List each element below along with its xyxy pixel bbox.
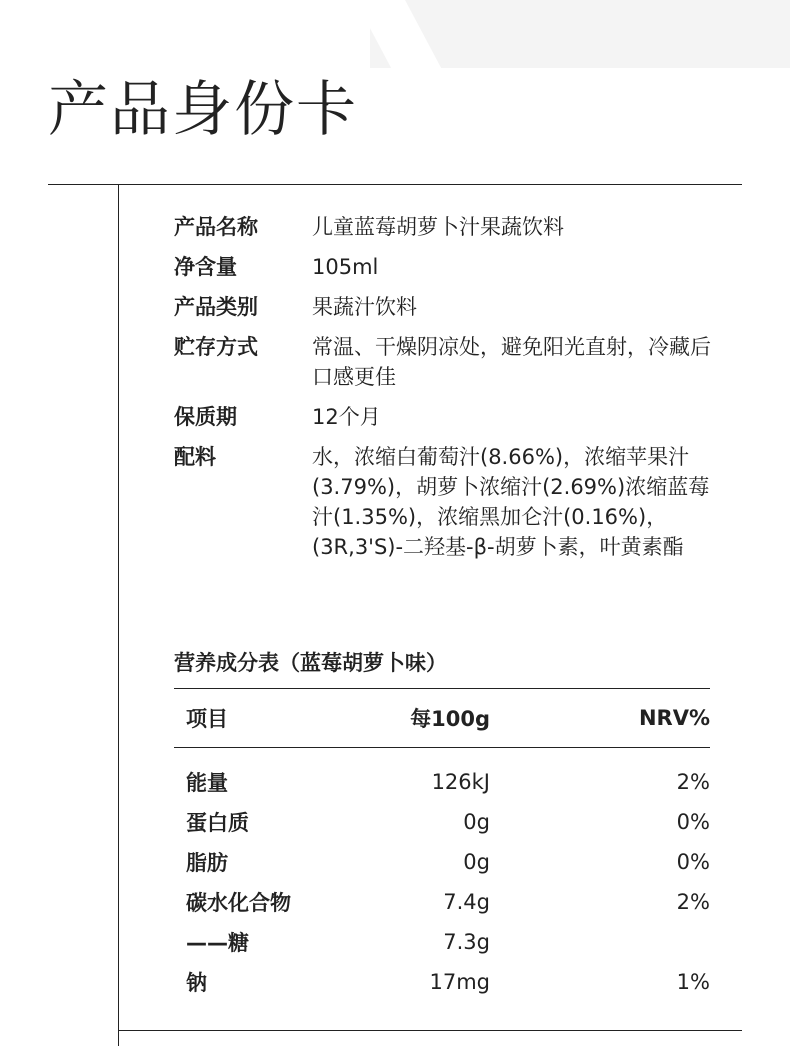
header-per100: 每100g [410,707,490,731]
nutrition-title: 营养成分表（蓝莓胡萝卜味） [174,651,447,675]
nutrient-per100: 7.4g [443,890,490,914]
divider-top [48,184,742,185]
info-row-category [174,292,714,322]
table-header [174,689,710,747]
nutrient-nrv: 2% [676,890,710,914]
title-tab [0,0,370,68]
info-value: 12个月 [312,405,381,429]
header-item: 项目 [186,707,228,731]
nutrient-name: ——糖 [186,931,249,955]
info-value: 水，浓缩白葡萄汁(8.66%)，浓缩苹果汁(3.79%)，胡萝卜浓缩汁(2.69%)浓缩蓝莓汁(1.35%)，浓缩黑加仑汁(0.16%)，(3R,3'S)-二羟基-β-胡萝卜素，叶黄素酯 [312,445,710,559]
table-body [174,748,710,1002]
nutrient-nrv: 0% [676,850,710,874]
page-title: 产品身份卡 [48,75,358,145]
nutrient-name: 脂肪 [186,851,228,875]
info-value: 常温、干燥阴凉处，避免阳光直射，冷藏后口感更佳 [312,335,711,389]
nutrient-per100: 0g [463,850,490,874]
table-row [174,882,710,922]
nutrient-per100: 7.3g [443,930,490,954]
nutrient-per100: 0g [463,810,490,834]
table-row [174,762,710,802]
info-row-net-content [174,252,714,282]
info-label: 净含量 [174,255,237,279]
nutrition-table [174,688,710,1002]
info-label: 配料 [174,445,216,469]
info-value: 果蔬汁饮料 [312,295,417,319]
divider-vertical [118,184,119,1046]
table-row [174,802,710,842]
nutrient-name: 蛋白质 [186,811,249,835]
info-label: 贮存方式 [174,335,258,359]
nutrient-name: 碳水化合物 [186,891,291,915]
nutrient-name: 钠 [186,971,207,995]
info-value: 105ml [312,255,379,279]
table-row [174,922,710,962]
nutrient-per100: 17mg [429,970,490,994]
nutrient-nrv: 0% [676,810,710,834]
product-info-list [174,212,714,572]
info-value: 儿童蓝莓胡萝卜汁果蔬饮料 [312,215,564,239]
info-row-storage [174,332,714,392]
nutrient-nrv: 2% [676,770,710,794]
header-nrv: NRV% [638,706,710,730]
info-label: 保质期 [174,405,237,429]
table-row [174,962,710,1002]
info-label: 产品类别 [174,295,258,319]
info-label: 产品名称 [174,215,258,239]
divider-bottom [118,1030,742,1031]
nutrient-per100: 126kJ [431,770,490,794]
nutrient-nrv: 1% [676,970,710,994]
info-row-name [174,212,714,242]
info-row-shelf-life [174,402,714,432]
table-row [174,842,710,882]
nutrient-name: 能量 [186,771,228,795]
info-row-ingredients [174,442,714,562]
